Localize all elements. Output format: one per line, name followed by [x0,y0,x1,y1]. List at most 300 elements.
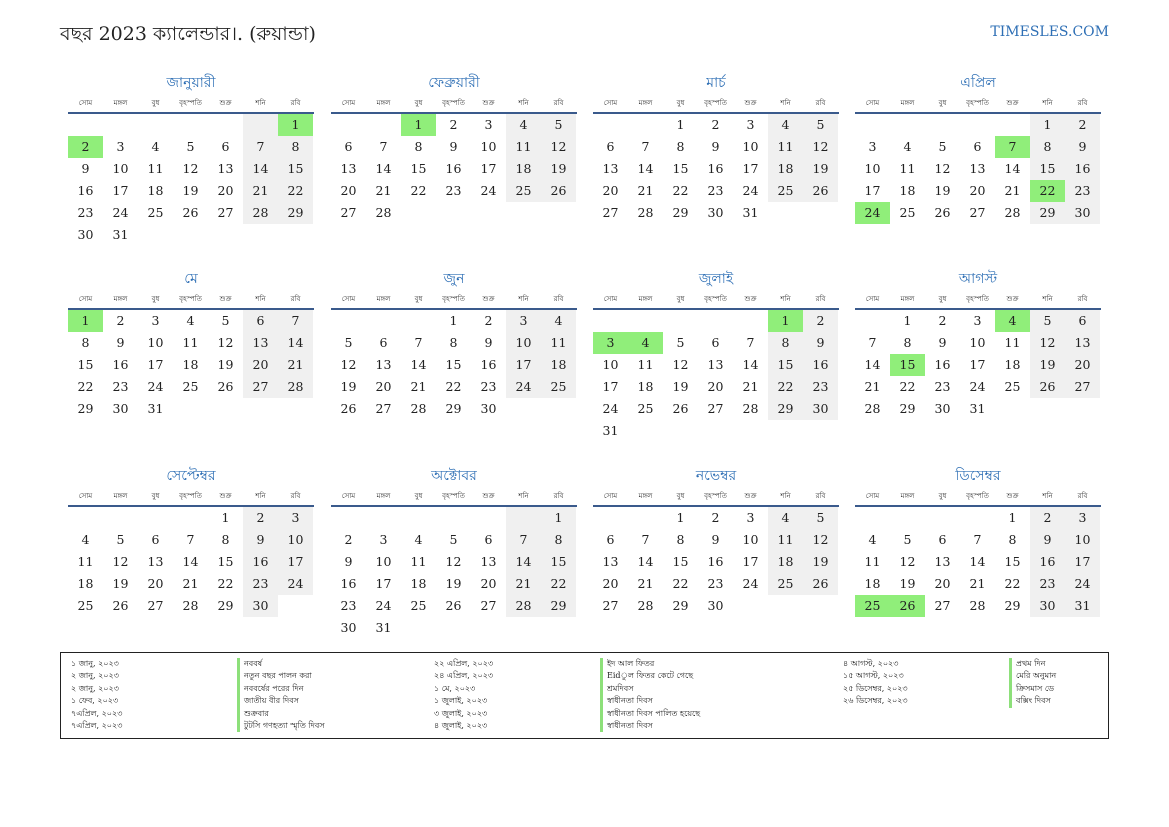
empty-cell [436,507,471,529]
day-cell: 14 [278,332,313,354]
day-cell: 18 [541,354,576,376]
day-cell: 25 [855,595,890,617]
day-cell: 7 [868,335,877,350]
day-cell: 2 [938,313,947,328]
empty-cell [138,224,173,246]
day-cell: 18 [637,379,654,394]
day-cell: 1 [1030,114,1065,136]
weekday-header [331,487,577,507]
empty-cell [960,507,995,529]
legend-row [843,695,1056,707]
weekday-label: বৃহস্পতি [179,99,202,107]
day-cell: 20 [602,576,619,591]
day-cell: 13 [602,554,619,569]
weekday-label: বৃহস্পতি [179,295,202,303]
weekday-label: শনি [255,492,266,500]
day-cell: 27 [934,598,951,613]
day-cell: 29 [672,598,689,613]
weekday-header [68,94,314,114]
day-cell: 6 [606,139,615,154]
legend-row [71,670,325,682]
day-cell: 16 [803,354,838,376]
empty-cell [593,310,628,332]
month-block [593,268,839,442]
empty-cell [768,595,803,617]
weekday-label: শনি [518,99,529,107]
empty-cell [628,310,663,332]
weekday-label: বুধ [151,492,160,500]
day-cell: 22 [672,183,689,198]
day-cell: 25 [899,205,916,220]
day-cell: 25 [182,379,199,394]
day-cell: 25 [768,180,803,202]
day-cell: 6 [221,139,230,154]
holiday-name: স্বাধীনতা দিবস [600,695,653,707]
holiday-date: ২২ এপ্রিল, ২০২৩ [434,659,494,668]
legend-row [434,708,700,720]
month-name: এপ্রিল [960,75,996,91]
day-cell: 15 [77,357,94,372]
weekday-label: বুধ [938,492,947,500]
weekday-label: শুক্র [1006,492,1019,500]
day-cell: 26 [182,205,199,220]
day-cell: 11 [1004,335,1021,350]
day-cell: 21 [1004,183,1021,198]
day-cell: 15 [445,357,462,372]
day-cell: 28 [278,376,313,398]
day-cell: 7 [995,136,1030,158]
day-cell: 31 [742,205,759,220]
day-cell: 29 [278,202,313,224]
empty-cell [855,507,890,529]
day-cell: 17 [278,551,313,573]
day-cell: 29 [77,401,94,416]
legend-row [71,695,325,707]
holiday-name: Eidুল ফিতর কেটে গেছে [600,670,693,682]
day-grid [593,114,838,224]
empty-cell [278,224,313,246]
day-cell: 27 [217,205,234,220]
day-cell: 3 [116,139,125,154]
day-cell: 1 [903,313,912,328]
empty-cell [541,398,576,420]
empty-cell [278,595,313,617]
day-cell: 13 [217,161,234,176]
day-cell: 15 [410,161,427,176]
legend-column [71,658,325,732]
day-cell: 4 [414,532,423,547]
holiday-date: ৩ জুলাই, ২০২৩ [434,708,488,718]
day-cell: 10 [375,554,392,569]
weekday-label: শনি [1042,492,1053,500]
empty-cell [138,507,173,529]
day-cell: 20 [147,576,164,591]
day-cell: 25 [410,598,427,613]
empty-cell [1065,398,1100,420]
day-cell: 24 [1065,573,1100,595]
empty-cell [925,114,960,136]
day-cell: 23 [77,205,94,220]
day-cell: 30 [803,398,838,420]
page-title: বছর 2023 ক্যালেন্ডার।. (রুয়ান্ডা) [60,23,316,45]
day-cell: 16 [340,576,357,591]
weekday-header [331,94,577,114]
holiday-name: টুটসি গণহত্যা স্মৃতি দিবস [237,720,325,732]
empty-cell [855,114,890,136]
day-cell: 15 [672,554,689,569]
day-cell: 19 [217,357,234,372]
day-cell: 2 [803,310,838,332]
day-cell: 8 [221,532,230,547]
empty-cell [471,202,506,224]
empty-cell [925,507,960,529]
weekday-label: সোম [865,99,880,107]
weekday-label: বৃহস্পতি [966,99,989,107]
day-cell: 13 [147,554,164,569]
day-cell: 13 [1065,332,1100,354]
day-cell: 23 [112,379,129,394]
day-cell: 17 [864,183,881,198]
empty-cell [173,114,208,136]
day-cell: 9 [711,139,720,154]
legend-column [843,658,1056,708]
day-cell: 18 [410,576,427,591]
weekday-label: রবি [553,295,564,303]
day-cell: 27 [147,598,164,613]
day-cell: 16 [112,357,129,372]
holiday-name: শুক্রবার [237,708,269,720]
day-cell: 11 [506,136,541,158]
day-cell: 18 [147,183,164,198]
day-cell: 28 [506,595,541,617]
day-cell: 20 [969,183,986,198]
month-block [331,72,577,224]
day-cell: 21 [637,183,654,198]
day-cell: 24 [602,401,619,416]
holiday-name: প্রথম দিন [1009,658,1045,670]
holiday-legend [60,652,1109,739]
day-cell: 1 [676,117,685,132]
empty-cell [995,398,1030,420]
weekday-label: সোম [341,99,356,107]
day-cell: 3 [1065,507,1100,529]
day-cell: 28 [243,202,278,224]
day-cell: 17 [375,576,392,591]
day-cell: 17 [742,161,759,176]
day-cell: 17 [602,379,619,394]
day-cell: 12 [1030,332,1065,354]
empty-cell [471,617,506,639]
day-cell: 6 [1065,310,1100,332]
day-cell: 21 [506,573,541,595]
empty-cell [331,310,366,332]
holiday-name: বক্সিং দিবস [1009,695,1051,707]
holiday-date: ২৪ এপ্রিল, ২০২৩ [434,671,494,681]
empty-cell [628,507,663,529]
day-cell: 26 [445,598,462,613]
day-cell: 12 [541,136,576,158]
day-cell: 9 [484,335,493,350]
day-cell: 28 [375,205,392,220]
day-cell: 4 [768,114,803,136]
day-cell: 13 [375,357,392,372]
empty-cell [890,507,925,529]
empty-cell [278,398,313,420]
weekday-label: শনি [518,492,529,500]
day-cell: 31 [375,620,392,635]
day-cell: 12 [445,554,462,569]
day-cell: 4 [903,139,912,154]
weekday-label: শনি [780,492,791,500]
month-name: সেপ্টেম্বর [166,468,216,484]
empty-cell [331,114,366,136]
weekday-label: শুক্র [744,99,757,107]
day-cell: 7 [641,532,650,547]
month-name: ডিসেম্বর [955,468,1001,484]
day-cell: 9 [344,554,353,569]
day-cell: 10 [278,529,313,551]
holiday-date: ২৫ ডিসেম্বর, ২০২৩ [843,683,908,693]
weekday-label: বুধ [414,99,423,107]
day-cell: 4 [868,532,877,547]
day-cell: 15 [541,551,576,573]
weekday-header [855,290,1101,310]
empty-cell [138,114,173,136]
day-cell: 28 [864,401,881,416]
weekday-header [855,487,1101,507]
empty-cell [733,595,768,617]
weekday-label: রবি [815,492,826,500]
holiday-date: ৭এপ্রিল, ২০২৩ [71,708,123,718]
day-grid [331,507,576,639]
legend-row [434,695,700,707]
day-cell: 14 [637,554,654,569]
day-cell: 24 [506,376,541,398]
day-cell: 9 [449,139,458,154]
empty-cell [628,420,663,442]
empty-cell [960,114,995,136]
day-cell: 29 [672,205,689,220]
month-name: মে [184,271,198,287]
day-cell: 19 [672,379,689,394]
day-cell: 11 [768,529,803,551]
day-cell: 25 [541,376,576,398]
day-cell: 7 [414,335,423,350]
empty-cell [506,398,541,420]
day-cell: 20 [243,354,278,376]
weekday-label: শনি [518,295,529,303]
day-cell: 13 [934,554,951,569]
empty-cell [401,617,436,639]
weekday-label: বৃহস্পতি [704,492,727,500]
holiday-date: ৪ আগস্ট, ২০২৩ [843,659,899,668]
month-name: ফেব্রুয়ারী [428,75,480,91]
day-cell: 20 [217,183,234,198]
day-cell: 2 [1065,114,1100,136]
day-cell: 11 [541,332,576,354]
empty-cell [995,114,1030,136]
day-cell: 8 [449,335,458,350]
day-cell: 24 [480,183,497,198]
day-cell: 26 [672,401,689,416]
day-cell: 22 [768,376,803,398]
day-cell: 22 [445,379,462,394]
day-cell: 6 [973,139,982,154]
weekday-label: বৃহস্পতি [179,492,202,500]
day-cell: 1 [221,510,230,525]
holiday-name: নববর্ষ [237,658,262,670]
day-cell: 12 [934,161,951,176]
day-cell: 10 [147,335,164,350]
day-cell: 5 [1030,310,1065,332]
day-cell: 10 [112,161,129,176]
day-cell: 6 [606,532,615,547]
day-cell: 25 [768,573,803,595]
day-cell: 23 [445,183,462,198]
day-cell: 22 [278,180,313,202]
weekday-label: শুক্র [744,492,757,500]
day-cell: 6 [379,335,388,350]
weekday-label: সোম [341,492,356,500]
weekday-label: রবি [290,492,301,500]
weekday-label: সোম [78,295,93,303]
weekday-label: মঙ্গল [900,99,915,107]
day-cell: 14 [410,357,427,372]
day-cell: 13 [480,554,497,569]
day-cell: 24 [375,598,392,613]
day-cell: 29 [899,401,916,416]
weekday-label: রবি [553,492,564,500]
day-cell: 20 [375,379,392,394]
day-cell: 14 [506,551,541,573]
holiday-date: ১ জুলাই, ২০২৩ [434,696,488,706]
day-cell: 30 [480,401,497,416]
day-cell: 21 [864,379,881,394]
empty-cell [803,595,838,617]
month-block [855,72,1101,224]
day-cell: 8 [541,529,576,551]
weekday-label: সোম [865,295,880,303]
weekday-header [593,290,839,310]
weekday-label: বুধ [676,492,685,500]
weekday-label: বুধ [676,295,685,303]
weekday-label: শুক্র [219,295,232,303]
day-cell: 7 [278,310,313,332]
weekday-label: বুধ [938,295,947,303]
day-cell: 26 [803,573,838,595]
weekday-label: শুক্র [1006,295,1019,303]
legend-row [71,683,325,695]
day-cell: 4 [81,532,90,547]
day-cell: 21 [375,183,392,198]
day-cell: 8 [1030,136,1065,158]
weekday-label: বৃহস্পতি [704,295,727,303]
day-cell: 5 [541,114,576,136]
day-cell: 16 [243,551,278,573]
day-cell: 3 [746,510,755,525]
holiday-date: ১৫ আগস্ট, ২০২৩ [843,671,904,681]
day-cell: 8 [278,136,313,158]
day-cell: 15 [890,354,925,376]
day-cell: 17 [742,554,759,569]
day-cell: 19 [803,551,838,573]
weekday-header [68,290,314,310]
day-cell: 31 [969,401,986,416]
legend-row [843,683,1056,695]
day-cell: 8 [676,139,685,154]
day-cell: 21 [410,379,427,394]
weekday-label: সোম [78,99,93,107]
day-cell: 30 [340,620,357,635]
empty-cell [401,202,436,224]
empty-cell [506,617,541,639]
day-cell: 6 [243,310,278,332]
month-name: জুলাই [698,271,734,287]
month-block [855,268,1101,420]
day-cell: 22 [541,573,576,595]
day-cell: 30 [1030,595,1065,617]
day-cell: 15 [1030,158,1065,180]
day-cell: 11 [899,161,916,176]
day-cell: 20 [707,379,724,394]
day-cell: 18 [768,551,803,573]
day-cell: 11 [637,357,654,372]
site-link[interactable]: TIMESLES.COM [990,24,1109,40]
month-block [593,72,839,224]
weekday-label: মঙ্গল [113,295,128,303]
day-cell: 18 [182,357,199,372]
day-cell: 20 [1065,354,1100,376]
day-cell: 9 [1030,529,1065,551]
holiday-name: মেরি অনুমান [1009,670,1056,682]
day-cell: 1 [768,310,803,332]
weekday-label: রবি [815,295,826,303]
legend-row [71,658,325,670]
empty-cell [541,617,576,639]
day-cell: 3 [278,507,313,529]
weekday-label: বুধ [414,295,423,303]
day-cell: 24 [855,202,890,224]
day-cell: 1 [1008,510,1017,525]
day-cell: 19 [112,576,129,591]
day-cell: 30 [243,595,278,617]
day-cell: 4 [541,310,576,332]
empty-cell [890,114,925,136]
day-cell: 25 [1004,379,1021,394]
day-cell: 16 [1065,158,1100,180]
weekday-label: মঙ্গল [638,99,653,107]
day-cell: 21 [278,354,313,376]
empty-cell [208,224,243,246]
empty-cell [173,398,208,420]
day-cell: 30 [934,401,951,416]
day-cell: 16 [934,357,951,372]
day-cell: 31 [602,423,619,438]
empty-cell [803,420,838,442]
weekday-header [855,94,1101,114]
weekday-label: রবি [290,295,301,303]
month-block [331,268,577,420]
day-cell: 14 [864,357,881,372]
day-cell: 4 [186,313,195,328]
day-cell: 22 [77,379,94,394]
empty-cell [243,224,278,246]
day-cell: 19 [340,379,357,394]
weekday-label: সোম [603,492,618,500]
day-cell: 10 [969,335,986,350]
day-cell: 12 [899,554,916,569]
day-cell: 27 [375,401,392,416]
